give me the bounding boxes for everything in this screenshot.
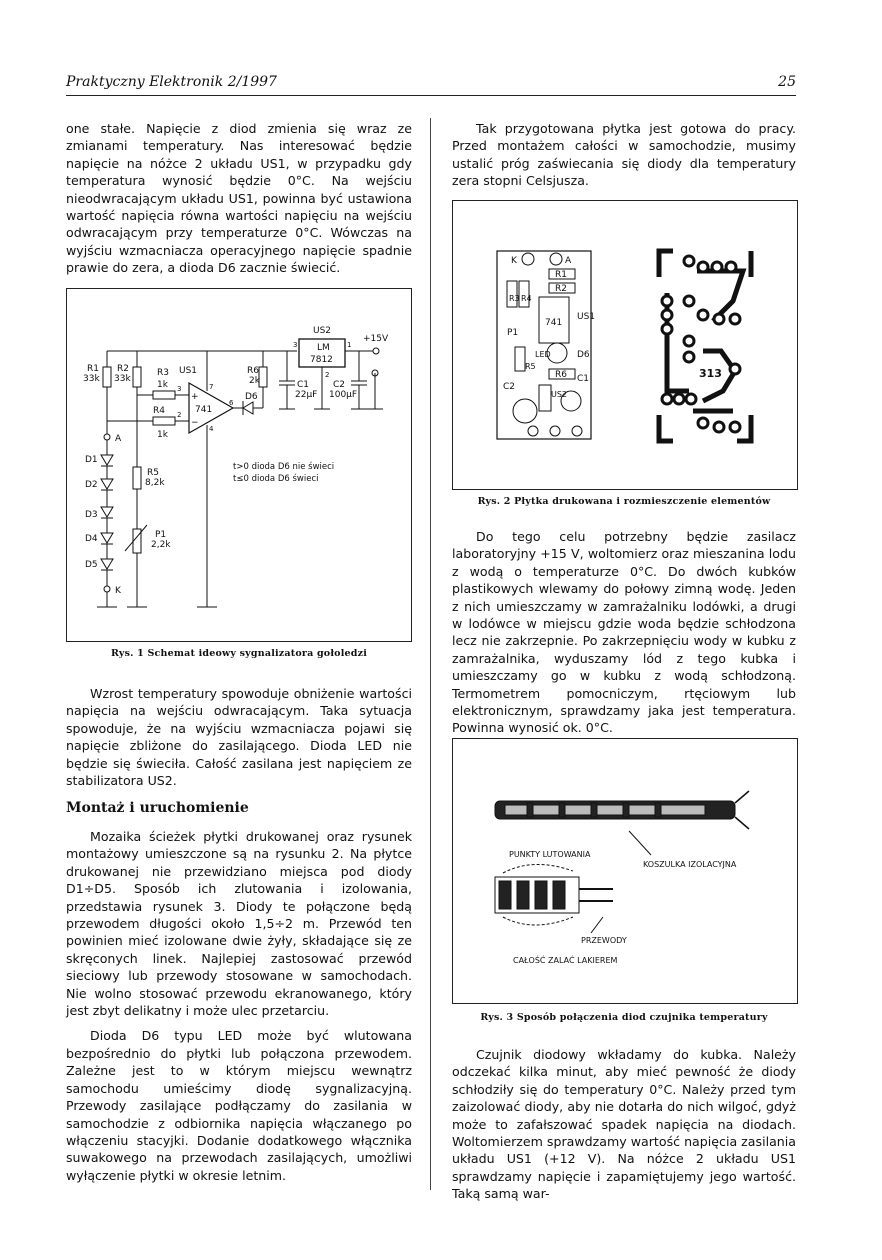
pcb-label-c2: C2 — [503, 382, 516, 392]
section-title: Montaż i uruchomienie — [66, 800, 249, 816]
label-op-pin2: 2 — [177, 411, 182, 419]
figure-1-schematic — [66, 288, 412, 642]
journal-title: Praktyczny Elektronik 2/1997 — [66, 74, 277, 90]
label-op-pin7: 7 — [209, 383, 214, 391]
pcb-label-r1: R1 — [555, 270, 567, 280]
pcb-drawing — [453, 201, 797, 489]
label-d5: D5 — [85, 560, 98, 570]
label-r5: R5 — [147, 468, 159, 478]
label-reg-pin2: 2 — [325, 371, 330, 379]
label-op-pin4: 4 — [209, 425, 214, 433]
label-d6: D6 — [245, 392, 258, 402]
pcb-label-r2: R2 — [555, 284, 567, 294]
page-number: 25 — [778, 74, 796, 90]
label-p1-value: 2,2k — [151, 540, 171, 550]
label-d3: D3 — [85, 510, 98, 520]
label-r6: R6 — [247, 366, 259, 376]
pcb-label-led: LED — [535, 350, 551, 359]
pcb-label-p1: P1 — [507, 328, 519, 338]
right-para-3: Czujnik diodowy wkładamy do kubka. Należy odczekać kilka minut, aby mieć pewność że diody schłodziły się do temperatury 0°C. Należy przed tym zaizolować diody, aby nie dotarła do nich wilgoć, gdyż może to zafałszować spadek napięcia na diodach. Woltomierzem sprawdzamy wartość napięcia zasilania układu US1 (+12 V). Na nóżce 2 układu US1 sprawdzamy napięcie i zapamiętujemy jego wartość. Taką samą war- — [452, 1047, 796, 1202]
label-r3-value: 1k — [157, 380, 168, 390]
label-r1: R1 — [87, 364, 99, 374]
note-below-zero: t≤0 dioda D6 świeci — [233, 474, 319, 484]
pcb-label-us2: US2 — [551, 390, 568, 399]
right-para-1: Tak przygotowana płytka jest gotowa do pracy. Przed montażem całości w samochodzie, musimy ustalić próg zaświecania się diody dla temperatury zera stopni Celsjusza. — [452, 121, 796, 189]
label-r3: R3 — [157, 368, 169, 378]
left-para-3-4-block — [66, 828, 412, 1184]
header-rule — [66, 95, 796, 96]
label-r4: R4 — [153, 406, 165, 416]
right-para-2-block — [452, 528, 796, 737]
label-c2: C2 — [333, 380, 346, 390]
pcb-label-us1: US1 — [577, 312, 596, 322]
label-solder-points: PUNKTY LUTOWANIA — [509, 850, 591, 859]
pcb-code: 313 — [699, 367, 722, 380]
label-d4: D4 — [85, 534, 98, 544]
label-c2-value: 100µF — [329, 390, 358, 400]
label-us2: US2 — [313, 326, 332, 336]
label-p1: P1 — [155, 530, 167, 540]
left-para-2-block — [66, 685, 412, 789]
figure-2-caption: Rys. 2 Płytka drukowana i rozmieszczenie elementów — [477, 496, 771, 507]
figure-3-sensor — [452, 738, 798, 1004]
label-c1: C1 — [297, 380, 310, 390]
right-para-1-block — [452, 120, 796, 190]
label-r2: R2 — [117, 364, 129, 374]
label-r2-value: 33k — [114, 374, 131, 384]
pcb-label-a: A — [565, 256, 572, 266]
left-para-2: Wzrost temperatury spowoduje obniżenie wartości napięcia na wejściu odwracającym. Taka sytuacja spowoduje, że na wyjściu wzmacniacza pojawi się napięcie zbliżone do zasilającego. Dioda LED nie będzie się świeciła. Całość zasilana jest napięciem ze stabilizatora US2. — [66, 686, 412, 789]
label-d1: D1 — [85, 455, 98, 465]
pcb-label-r4: R4 — [521, 294, 532, 303]
label-wires: PRZEWODY — [581, 936, 627, 945]
figure-3-caption: Rys. 3 Sposób połączenia diod czujnika temperatury — [480, 1012, 768, 1023]
right-para-3-block — [452, 1046, 796, 1203]
right-para-2: Do tego celu potrzebny będzie zasilacz laboratoryjny +15 V, woltomierz oraz mieszanina lodu z wodą o temperaturze 0°C. Do dwóch kubków plastikowych wlewamy do połowy zimną wodę. Jeden z nich umieszczamy w zamrażalniku lodówki, a drugi w lodówce w miejscu gdzie woda będzie schłodzona lecz nie zakrzepnie. Po zakrzepnięciu wody w kubku z zamrażalnika, wyduszamy lód z tego kubka i umieszczamy go w kubku z wodą schłodzoną. Termometrem pomocniczym, rtęciowym lub elektronicznym, sprawdzamy jaka jest temperatura. Powinna wynosić ok. 0°C. — [452, 529, 796, 736]
label-vplus: +15V — [363, 334, 389, 344]
pcb-label-r6: R6 — [555, 370, 567, 380]
label-opamp-minus: − — [191, 418, 199, 428]
figure-1-caption: Rys. 1 Schemat ideowy sygnalizatora gołoledzi — [110, 648, 368, 659]
label-sleeve: KOSZULKA IZOLACYJNA — [643, 860, 737, 869]
note-above-zero: t>0 dioda D6 nie świeci — [233, 462, 335, 472]
label-r6-value: 2k — [249, 376, 260, 386]
label-opamp-plus: + — [191, 392, 199, 402]
label-c1-value: 22µF — [295, 390, 318, 400]
pcb-label-k: K — [511, 256, 517, 266]
label-op-pin3: 3 — [177, 385, 182, 393]
left-para-1-block — [66, 120, 412, 277]
figure-2-pcb — [452, 200, 798, 490]
label-r5-value: 8,2k — [145, 478, 165, 488]
label-reg-pin3: 3 — [293, 341, 298, 349]
column-divider — [430, 118, 431, 1190]
left-para-4: Dioda D6 typu LED może być wlutowana bezpośrednio do płytki lub połączona przewodem. Zależne jest to w którym miejscu wewnątrz samochodu umieścimy diodę sygnalizacyjną. Przewody zasilające podłączamy do zasilania w samochodzie z odbiornika napięcia włączanego po włączeniu stacyjki. Dodanie dodatkowego włącznika suwakowego na przewodach zasilających, umożliwi wyłączenie płytki w okresie letnim. — [66, 1028, 412, 1183]
label-r4-value: 1k — [157, 430, 168, 440]
label-d2: D2 — [85, 480, 98, 490]
left-para-3: Mozaika ścieżek płytki drukowanej oraz rysunek montażowy umieszczone są na rysunku 2. Na płytce drukowanej nie przewidziano miejsca pod diody D1÷D5. Sposób ich zlutowania i izolowania, przedstawia rysunek 3. Diody te połączone będą przewodem długości około 1,5÷2 m. Przewód ten powinien mieć izolowane dwie żyły, składające się ze skręconych linek. Najlepiej zastosować przewód sieciowy lub przewody stosowane w samochodach. Nie wolno stosować przewodu ekranowanego, który jest zbyt delikatny i może ulec przetarciu. — [66, 829, 412, 1019]
pcb-label-c1: C1 — [577, 374, 590, 384]
label-a: A — [115, 434, 122, 444]
pcb-label-r5: R5 — [525, 362, 536, 371]
label-lacquer: CAŁOŚĆ ZALAĆ LAKIEREM — [513, 956, 618, 965]
label-r1-value: 33k — [83, 374, 100, 384]
pcb-label-741: 741 — [545, 318, 563, 328]
label-lm: LM — [317, 343, 330, 353]
pcb-label-r3: R3 — [509, 294, 520, 303]
label-7812: 7812 — [310, 355, 333, 365]
label-op-pin6: 6 — [229, 399, 234, 407]
label-741: 741 — [195, 405, 213, 415]
pcb-label-d6: D6 — [577, 350, 590, 360]
label-us1: US1 — [179, 366, 198, 376]
sensor-drawing — [453, 739, 797, 1003]
label-k: K — [115, 586, 121, 596]
label-reg-pin1: 1 — [347, 341, 352, 349]
left-para-1: one stałe. Napięcie z diod zmienia się wraz ze zmianami temperatury. Nas interesować będzie napięcie na nóżce 2 układu US1, w przypadku gdy temperatura wynosić będzie 0°C. Na wejściu nieodwracającym układu US1, powinna być ustawiona wartość napięcia równa wartości napięciu na wejściu odwracającym przy temperaturze 0°C. Wówczas na wyjściu wzmacniacza operacyjnego napięcie spadnie prawie do zera, a dioda D6 zacznie świecić. — [66, 121, 412, 276]
schematic-drawing — [67, 289, 411, 641]
